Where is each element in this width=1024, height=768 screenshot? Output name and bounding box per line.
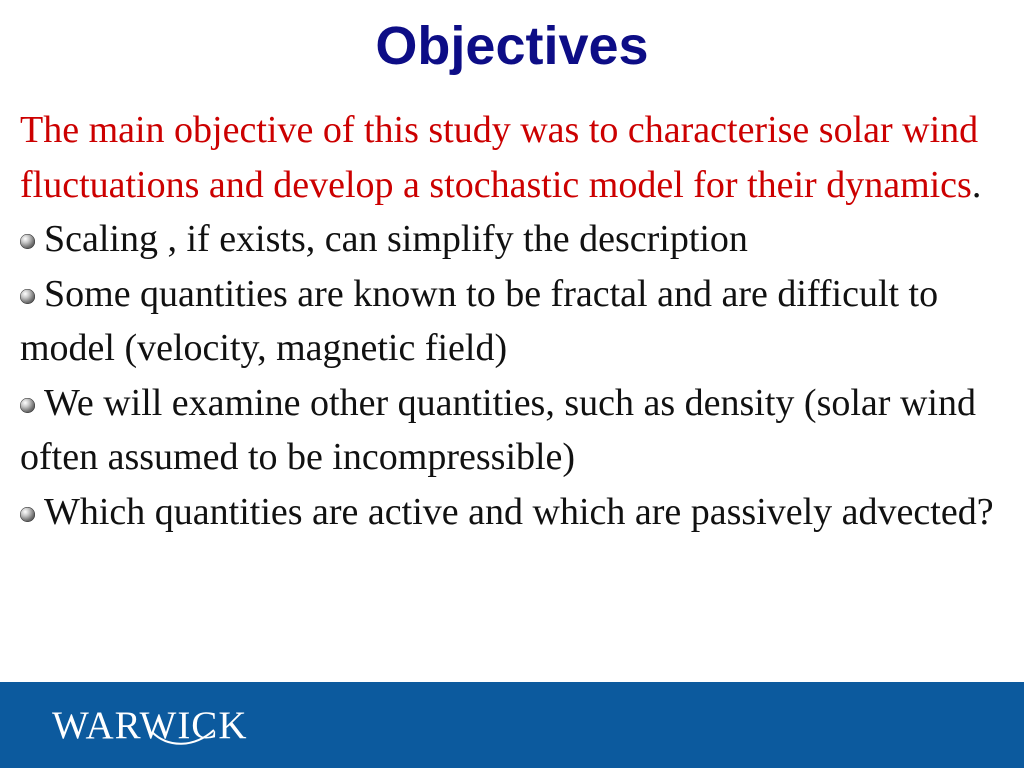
bullet-icon <box>20 398 35 413</box>
bullet-text: Scaling , if exists, can simplify the description <box>44 218 748 260</box>
footer-bar <box>0 682 1024 768</box>
bullet-item <box>20 485 1010 540</box>
bullet-item <box>20 212 1010 267</box>
slide-body <box>20 103 1010 539</box>
warwick-logo: WARWICK <box>52 704 248 747</box>
bullet-icon <box>20 507 35 522</box>
bullet-text: Some quantities are known to be fractal and are difficult to model (velocity, magnetic field) <box>20 272 939 369</box>
intro-period: . <box>971 163 982 206</box>
bullet-text: Which quantities are active and which are passively advected? <box>44 490 994 533</box>
intro-paragraph <box>20 109 981 206</box>
bullet-text: We will examine other quantities, such as density (solar wind often assumed to be incompressible) <box>20 381 976 478</box>
bullet-item <box>20 376 1010 485</box>
intro-text: The main objective of this study was to characterise solar wind fluctuations and develop a stochastic model for their dynamics <box>20 109 979 206</box>
bullet-icon <box>20 234 35 249</box>
logo-swash-icon <box>150 728 216 746</box>
bullet-icon <box>20 289 35 304</box>
slide-title: Objectives <box>375 16 649 76</box>
bullet-item <box>20 267 1010 376</box>
